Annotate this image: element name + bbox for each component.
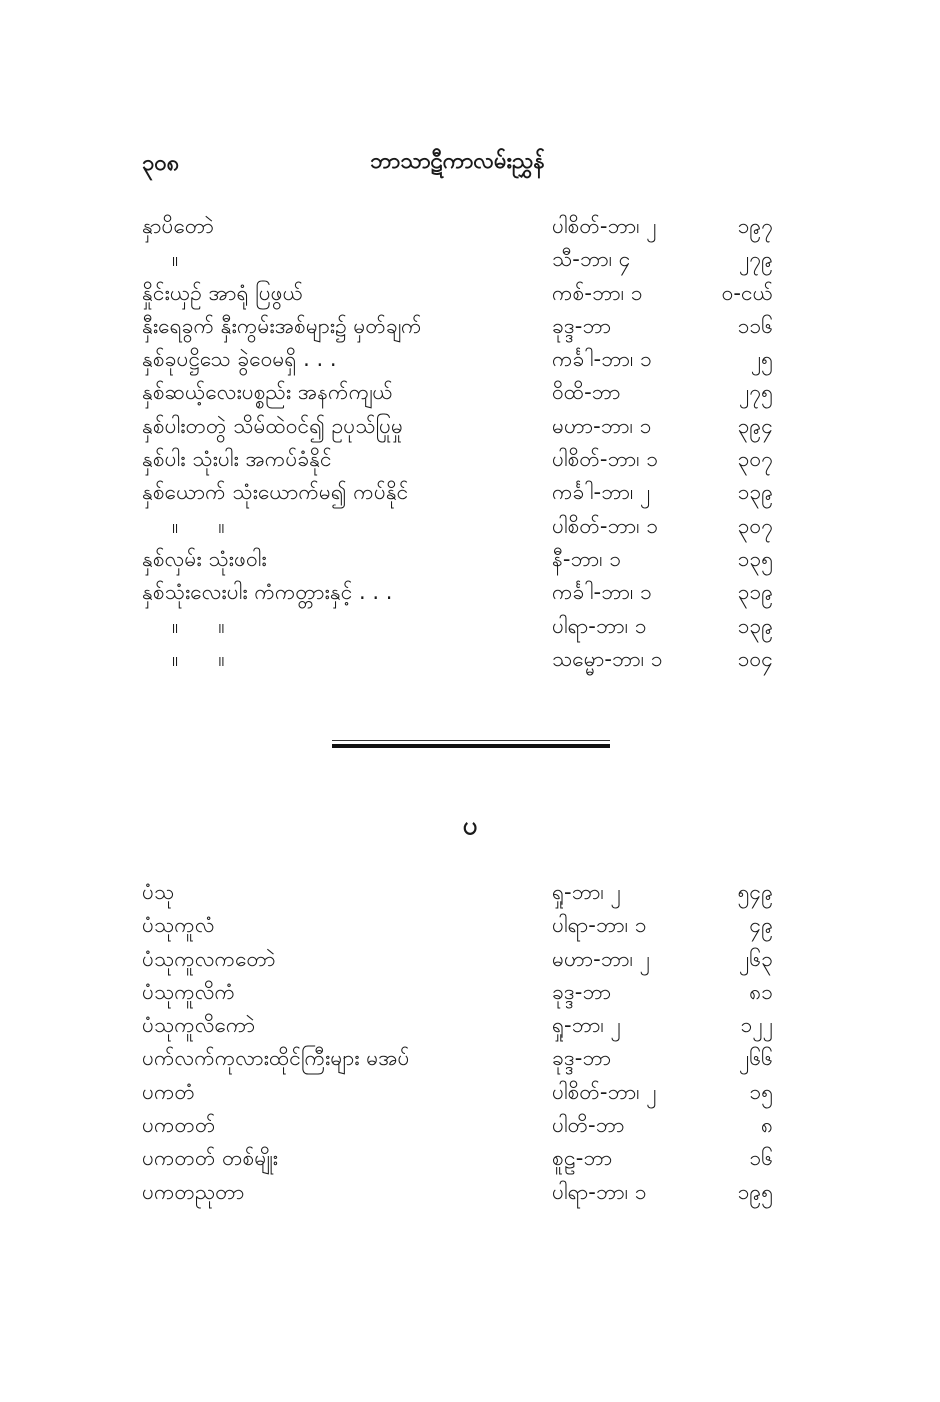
index-entry (0, 443, 940, 476)
entry-page-ref: ၁၉၇ (737, 214, 773, 238)
entry-term: ။ (172, 247, 179, 272)
entry-page-ref: ၁၃၅ (737, 546, 773, 571)
entry-term: နှစ်သုံးလေးပါး ကံကတ္တားနှင့် . . . (142, 580, 393, 605)
entry-source: ပါစိတ်-ဘာ၊ ၂ (552, 1079, 657, 1104)
index-entry (0, 943, 940, 976)
entry-page-ref: ၂၇၉ (739, 247, 773, 272)
entry-term: ပကတံ (142, 1079, 195, 1104)
entry-page-ref: ၁၆ (749, 1146, 773, 1171)
entry-source: သမ္မော-ဘာ၊ ၁ (552, 646, 663, 671)
entry-term: နှစ်ပါးတတွဲ သိမ်ထဲဝင်၍ ဥပုသ်ပြုမှု (142, 413, 404, 438)
index-entry (0, 210, 940, 243)
index-entry (0, 243, 940, 276)
entry-source: ခုဒ္ဒ-ဘာ (552, 979, 612, 1004)
entry-term: နှစ်ခုပဋ္ဌိသေ ခွဲဝေမရှိ . . . (142, 347, 337, 372)
entry-term: နှစ်ယောက် သုံးယောက်မ၍ ကပ်နိုင် (142, 480, 409, 505)
entry-source: ပါရာ-ဘာ၊ ၁ (552, 1179, 647, 1204)
entry-page-ref: ၀-ငယ် (721, 280, 773, 305)
entry-source: ကင်္ခါ-ဘာ၊ ၁ (552, 347, 652, 372)
entry-page-ref: ၃၀၇ (737, 513, 773, 538)
index-entry (0, 310, 940, 343)
entry-page-ref: ၁၅ (749, 1079, 773, 1104)
entry-page-ref: ၅၄၉ (737, 880, 773, 904)
entry-source: ပါရာ-ဘာ၊ ၁ (552, 613, 647, 638)
section-letter-heading: ပ (462, 811, 478, 841)
index-entry (0, 510, 940, 543)
entry-page-ref: ၃၉၄ (737, 413, 773, 438)
entry-term: ။ ။ (172, 513, 225, 538)
entry-source: ရှု-ဘာ၊ ၂ (552, 1013, 621, 1038)
divider-thin-rule (332, 740, 610, 741)
entry-source: ခုဒ္ဒ-ဘာ (552, 1046, 612, 1071)
entry-source: ရှု-ဘာ၊ ၂ (552, 880, 621, 904)
entry-page-ref: ၁၀၄ (737, 646, 773, 671)
entry-term: ပက်လက်ကုလားထိုင်ကြီးများ မအပ် (142, 1046, 410, 1071)
entry-source: မဟာ-ဘာ၊ ၁ (552, 413, 652, 438)
entry-term: ပံသုကူလိကံ (142, 979, 236, 1004)
index-entry (0, 1176, 940, 1209)
index-entry (0, 1076, 940, 1109)
entry-source: ဝိထိ-ဘာ (552, 380, 621, 405)
entry-page-ref: ၈၁ (749, 979, 773, 1004)
index-entry (0, 410, 940, 443)
entry-source: စူဠ-ဘာ (552, 1146, 613, 1171)
running-title: ဘာသာဋီကာလမ်းညွှန် (370, 149, 545, 174)
entry-page-ref: ၁၃၉ (737, 613, 773, 638)
index-entry (0, 476, 940, 509)
index-list-top (0, 210, 940, 676)
entry-term: ။ ။ (172, 613, 225, 638)
entry-page-ref: ၁၉၅ (737, 1179, 773, 1204)
section-divider (332, 740, 610, 748)
entry-source: ကင်္ခါ-ဘာ၊ ၁ (552, 580, 652, 605)
entry-term: နှစ်လှမ်း သုံးဖဝါး (142, 546, 267, 571)
entry-term: နှာပိတောဲ (142, 214, 214, 238)
index-entry (0, 1142, 940, 1175)
entry-term: ပံသုကူလကတောဲ (142, 946, 276, 971)
index-entry (0, 1009, 940, 1042)
index-entry (0, 909, 940, 942)
entry-page-ref: ၃၀၇ (737, 447, 773, 472)
entry-page-ref: ၄၉ (749, 913, 773, 938)
entry-source: မဟာ-ဘာ၊ ၂ (552, 946, 650, 971)
entry-page-ref: ၁၃၉ (737, 480, 773, 505)
entry-source: ခုဒ္ဒ-ဘာ (552, 313, 612, 338)
entry-source: ပါစိတ်-ဘာ၊ ၁ (552, 513, 659, 538)
entry-term: နှီးရေခွက် နှီးကွမ်းအစ်များ၌ မှတ်ချက် (142, 313, 422, 338)
entry-term: ပံသုကူလိကောဲ (142, 1013, 256, 1038)
entry-source: ပါရာ-ဘာ၊ ၁ (552, 913, 647, 938)
entry-source: သီ-ဘာ၊ ၄ (552, 247, 631, 272)
index-entry (0, 976, 940, 1009)
index-entry (0, 543, 940, 576)
index-entry (0, 610, 940, 643)
index-entry (0, 277, 940, 310)
entry-term: နှိုင်းယှဉ် အာရုံ ပြဖွယ် (142, 280, 304, 305)
entry-source: နီ-ဘာ၊ ၁ (552, 546, 622, 571)
entry-source: ကစ်-ဘာ၊ ၁ (552, 280, 643, 305)
entry-page-ref: ၈ (761, 1113, 773, 1138)
entry-page-ref: ၁၁၆ (737, 313, 773, 338)
entry-page-ref: ၂၅ (750, 347, 773, 372)
index-entry (0, 376, 940, 409)
index-entry (0, 876, 940, 909)
entry-term: ။ ။ (172, 646, 225, 671)
entry-source: ပါစိတ်-ဘာ၊ ၂ (552, 214, 657, 238)
entry-term: နှစ်ဆယ့်လေးပစ္စည်း အနက်ကျယ် (142, 380, 393, 405)
entry-term: ပကတညုတာ (142, 1179, 245, 1204)
index-list-bottom (0, 876, 940, 1209)
index-entry (0, 1109, 940, 1142)
index-entry (0, 643, 940, 676)
entry-page-ref: ၃၁၉ (737, 580, 773, 605)
entry-source: ကင်္ခါ-ဘာ၊ ၂ (552, 480, 651, 505)
entry-source: ပါတိ-ဘာ (552, 1113, 625, 1138)
page-number: ၃၀၈ (142, 151, 180, 176)
entry-term: ပံသု (142, 880, 175, 904)
index-entry (0, 1042, 940, 1075)
entry-term: ပကတတ် (142, 1113, 216, 1138)
divider-thick-rule (332, 744, 610, 748)
entry-term: ပကတတ် တစ်မျိုး (142, 1146, 279, 1171)
entry-page-ref: ၂၇၅ (739, 380, 773, 405)
entry-page-ref: ၁၂၂ (740, 1013, 773, 1038)
entry-page-ref: ၂၆၃ (739, 946, 773, 971)
index-entry (0, 343, 940, 376)
entry-term: နှစ်ပါး သုံးပါး အကပ်ခံနိုင် (142, 447, 332, 472)
index-entry (0, 576, 940, 609)
entry-source: ပါစိတ်-ဘာ၊ ၁ (552, 447, 659, 472)
entry-term: ပံသုကူလံ (142, 913, 215, 938)
entry-page-ref: ၂၆၆ (739, 1046, 773, 1071)
